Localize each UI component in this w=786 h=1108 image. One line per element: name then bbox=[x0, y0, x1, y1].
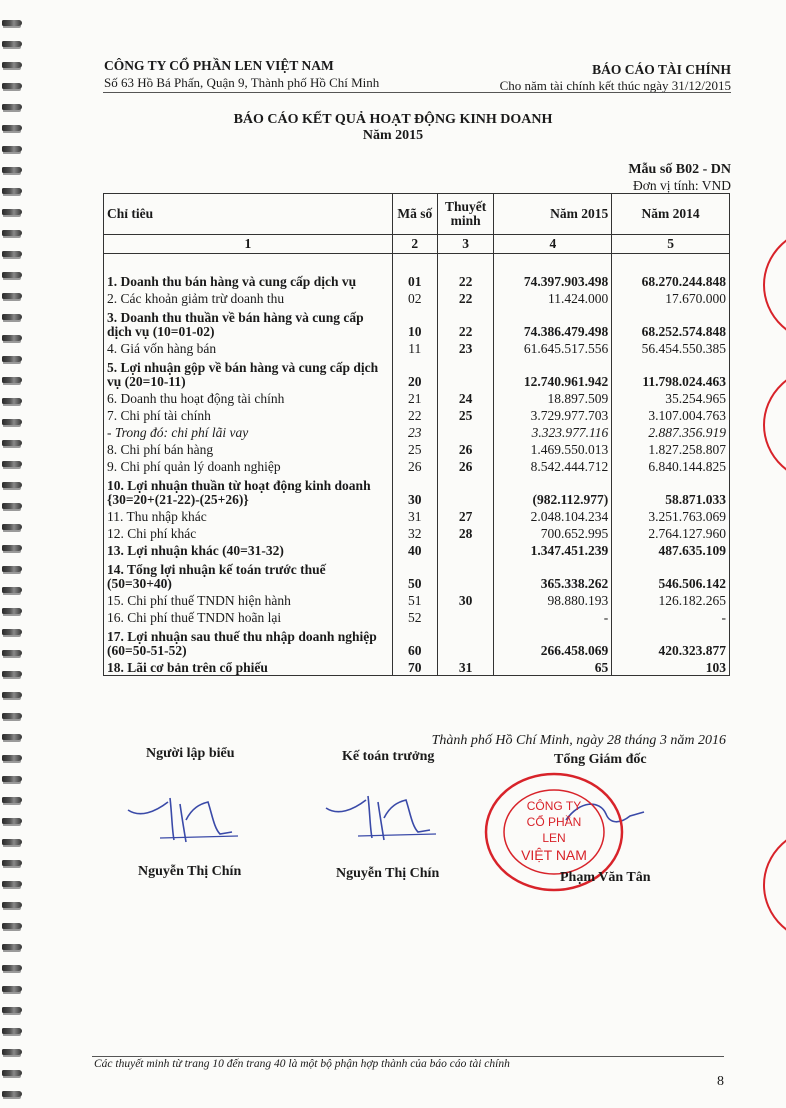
row-note bbox=[437, 541, 494, 558]
table-row bbox=[104, 541, 730, 558]
row-label: 4. Giá vốn hàng bán bbox=[104, 339, 393, 356]
row-code: 30 bbox=[392, 474, 437, 507]
binding-ring bbox=[2, 41, 22, 47]
row-code: 40 bbox=[392, 541, 437, 558]
director-title: Tổng Giám đốc bbox=[554, 752, 647, 767]
footer-note: Các thuyết minh từ trang 10 đến trang 40 là một bộ phận hợp thành của báo cáo tài chính bbox=[94, 1058, 510, 1070]
row-label: - Trong đó: chi phí lãi vay bbox=[104, 423, 393, 440]
row-value-2015: 1.469.550.013 bbox=[494, 440, 612, 457]
binding-ring bbox=[2, 1091, 22, 1097]
row-note: 22 bbox=[437, 272, 494, 289]
row-value-2014: 103 bbox=[612, 658, 730, 676]
table-row bbox=[104, 524, 730, 541]
row-value-2014: 126.182.265 bbox=[612, 591, 730, 608]
row-label: 10. Lợi nhuận thuần từ hoạt động kinh doanh {30=20+(21-22)-(25+26)} bbox=[104, 474, 393, 507]
row-code: 20 bbox=[392, 356, 437, 389]
header-year-2015: Năm 2015 bbox=[494, 194, 612, 235]
binding-ring bbox=[2, 986, 22, 992]
header-year-2014: Năm 2014 bbox=[612, 194, 730, 235]
binding-ring bbox=[2, 83, 22, 89]
row-label: 12. Chi phí khác bbox=[104, 524, 393, 541]
row-note: 30 bbox=[437, 591, 494, 608]
row-value-2014: - bbox=[612, 608, 730, 625]
binding-ring bbox=[2, 713, 22, 719]
binding-ring bbox=[2, 62, 22, 68]
table-body bbox=[104, 254, 730, 676]
row-note: 22 bbox=[437, 289, 494, 306]
binding-ring bbox=[2, 797, 22, 803]
binding-ring bbox=[2, 965, 22, 971]
row-value-2014: 546.506.142 bbox=[612, 558, 730, 591]
row-value-2014: 35.254.965 bbox=[612, 389, 730, 406]
row-code: 11 bbox=[392, 339, 437, 356]
row-label: 6. Doanh thu hoạt động tài chính bbox=[104, 389, 393, 406]
row-value-2014: 58.871.033 bbox=[612, 474, 730, 507]
row-note: 27 bbox=[437, 507, 494, 524]
place-and-date: Thành phố Hồ Chí Minh, ngày 28 tháng 3 năm 2016 bbox=[431, 733, 726, 748]
row-value-2014: 3.107.004.763 bbox=[612, 406, 730, 423]
binding-ring bbox=[2, 1028, 22, 1034]
row-value-2015: 266.458.069 bbox=[494, 625, 612, 658]
row-note: 25 bbox=[437, 406, 494, 423]
row-label: 8. Chi phí bán hàng bbox=[104, 440, 393, 457]
table-row bbox=[104, 272, 730, 289]
row-value-2015: 74.397.903.498 bbox=[494, 272, 612, 289]
row-note bbox=[437, 474, 494, 507]
header-divider bbox=[103, 92, 731, 93]
column-number: 4 bbox=[494, 235, 612, 254]
row-value-2014: 2.764.127.960 bbox=[612, 524, 730, 541]
row-label: 13. Lợi nhuận khác (40=31-32) bbox=[104, 541, 393, 558]
header-code: Mã số bbox=[392, 194, 437, 235]
row-label: 1. Doanh thu bán hàng và cung cấp dịch vụ bbox=[104, 272, 393, 289]
binding-ring bbox=[2, 20, 22, 26]
preparer-title: Người lập biểu bbox=[146, 746, 235, 761]
table-header-row bbox=[104, 194, 730, 235]
table-row bbox=[104, 440, 730, 457]
row-value-2015: 365.338.262 bbox=[494, 558, 612, 591]
row-code: 50 bbox=[392, 558, 437, 591]
director-name: Phạm Văn Tân bbox=[560, 870, 651, 885]
accountant-signature bbox=[318, 788, 448, 848]
row-value-2015: 8.542.444.712 bbox=[494, 457, 612, 474]
side-seal-fragment bbox=[756, 220, 786, 350]
table-row bbox=[104, 289, 730, 306]
table-column-number-row bbox=[104, 235, 730, 254]
table-row bbox=[104, 306, 730, 339]
row-value-2015: 2.048.104.234 bbox=[494, 507, 612, 524]
document-title: BÁO CÁO KẾT QUẢ HOẠT ĐỘNG KINH DOANH bbox=[233, 112, 553, 127]
row-value-2015: 3.323.977.116 bbox=[494, 423, 612, 440]
binding-ring bbox=[2, 377, 22, 383]
row-value-2015: 98.880.193 bbox=[494, 591, 612, 608]
row-value-2014: 2.887.356.919 bbox=[612, 423, 730, 440]
row-note bbox=[437, 625, 494, 658]
binding-ring bbox=[2, 503, 22, 509]
row-note: 26 bbox=[437, 440, 494, 457]
row-value-2015: 65 bbox=[494, 658, 612, 676]
column-number: 2 bbox=[392, 235, 437, 254]
table-row bbox=[104, 389, 730, 406]
row-value-2014: 487.635.109 bbox=[612, 541, 730, 558]
page-number: 8 bbox=[717, 1074, 724, 1089]
binding-ring bbox=[2, 209, 22, 215]
binding-ring bbox=[2, 629, 22, 635]
column-number: 3 bbox=[437, 235, 494, 254]
row-code: 23 bbox=[392, 423, 437, 440]
column-number: 1 bbox=[104, 235, 393, 254]
row-code: 51 bbox=[392, 591, 437, 608]
table-row bbox=[104, 658, 730, 676]
row-value-2014: 11.798.024.463 bbox=[612, 356, 730, 389]
binding-ring bbox=[2, 839, 22, 845]
seal-line-2: CỔ PHẦN bbox=[526, 815, 582, 829]
table-row bbox=[104, 339, 730, 356]
side-seal-fragment bbox=[756, 820, 786, 950]
row-code: 02 bbox=[392, 289, 437, 306]
row-label: 2. Các khoản giảm trừ doanh thu bbox=[104, 289, 393, 306]
table-row bbox=[104, 423, 730, 440]
row-label: 5. Lợi nhuận gộp về bán hàng và cung cấp dịch vụ (20=10-11) bbox=[104, 356, 393, 389]
preparer-name: Nguyễn Thị Chín bbox=[138, 864, 242, 879]
header-indicator: Chỉ tiêu bbox=[104, 194, 393, 235]
seal-line-3: LEN bbox=[542, 831, 566, 845]
accountant-name: Nguyễn Thị Chín bbox=[336, 866, 440, 881]
row-value-2015: 18.897.509 bbox=[494, 389, 612, 406]
company-name: CÔNG TY CỔ PHẦN LEN VIỆT NAM bbox=[104, 58, 334, 73]
row-value-2014: 17.670.000 bbox=[612, 289, 730, 306]
binding-ring bbox=[2, 1070, 22, 1076]
footer-divider bbox=[92, 1056, 724, 1057]
binding-ring bbox=[2, 566, 22, 572]
row-value-2014: 56.454.550.385 bbox=[612, 339, 730, 356]
binding-ring bbox=[2, 671, 22, 677]
binding-ring bbox=[2, 482, 22, 488]
row-value-2015: 700.652.995 bbox=[494, 524, 612, 541]
row-code: 60 bbox=[392, 625, 437, 658]
binding-ring bbox=[2, 167, 22, 173]
table-row bbox=[104, 474, 730, 507]
row-label: 14. Tổng lợi nhuận kế toán trước thuế (50=30+40) bbox=[104, 558, 393, 591]
chief-accountant-title: Kế toán trưởng bbox=[342, 749, 435, 764]
row-value-2015: 11.424.000 bbox=[494, 289, 612, 306]
row-code: 70 bbox=[392, 658, 437, 676]
row-value-2015: 74.386.479.498 bbox=[494, 306, 612, 339]
binding-ring bbox=[2, 146, 22, 152]
row-label: 7. Chi phí tài chính bbox=[104, 406, 393, 423]
binding-ring bbox=[2, 1049, 22, 1055]
binding-ring bbox=[2, 314, 22, 320]
binding-ring bbox=[2, 461, 22, 467]
row-value-2014: 68.270.244.848 bbox=[612, 272, 730, 289]
row-label: 17. Lợi nhuận sau thuế thu nhập doanh nghiệp (60=50-51-52) bbox=[104, 625, 393, 658]
table-row bbox=[104, 625, 730, 658]
row-code: 22 bbox=[392, 406, 437, 423]
side-seal-fragment bbox=[756, 360, 786, 490]
row-value-2014: 420.323.877 bbox=[612, 625, 730, 658]
binding-ring bbox=[2, 230, 22, 236]
document-year: Năm 2015 bbox=[362, 128, 424, 143]
binding-ring bbox=[2, 1007, 22, 1013]
row-value-2014: 1.827.258.807 bbox=[612, 440, 730, 457]
row-value-2015: - bbox=[494, 608, 612, 625]
row-code: 32 bbox=[392, 524, 437, 541]
binding-ring bbox=[2, 524, 22, 530]
row-value-2014: 68.252.574.848 bbox=[612, 306, 730, 339]
binding-ring bbox=[2, 587, 22, 593]
row-code: 31 bbox=[392, 507, 437, 524]
row-value-2015: 61.645.517.556 bbox=[494, 339, 612, 356]
binding-ring bbox=[2, 734, 22, 740]
binding-ring bbox=[2, 923, 22, 929]
binding-ring bbox=[2, 776, 22, 782]
row-note bbox=[437, 608, 494, 625]
spiral-binding bbox=[0, 0, 26, 1108]
binding-ring bbox=[2, 398, 22, 404]
row-note: 22 bbox=[437, 306, 494, 339]
row-label: 18. Lãi cơ bản trên cổ phiếu bbox=[104, 658, 393, 676]
row-code: 21 bbox=[392, 389, 437, 406]
binding-ring bbox=[2, 608, 22, 614]
preparer-signature bbox=[120, 790, 250, 850]
seal-line-1: CÔNG TY bbox=[526, 799, 582, 813]
binding-ring bbox=[2, 818, 22, 824]
row-note bbox=[437, 423, 494, 440]
row-label: 9. Chi phí quản lý doanh nghiệp bbox=[104, 457, 393, 474]
binding-ring bbox=[2, 440, 22, 446]
row-label: 3. Doanh thu thuần về bán hàng và cung cấp dịch vụ (10=01-02) bbox=[104, 306, 393, 339]
column-number: 5 bbox=[612, 235, 730, 254]
binding-ring bbox=[2, 272, 22, 278]
row-code: 25 bbox=[392, 440, 437, 457]
binding-ring bbox=[2, 902, 22, 908]
income-statement-table bbox=[103, 193, 730, 676]
row-code: 52 bbox=[392, 608, 437, 625]
binding-ring bbox=[2, 104, 22, 110]
binding-ring bbox=[2, 335, 22, 341]
row-code: 01 bbox=[392, 272, 437, 289]
row-note: 23 bbox=[437, 339, 494, 356]
binding-ring bbox=[2, 650, 22, 656]
row-note: 31 bbox=[437, 658, 494, 676]
company-address: Số 63 Hồ Bá Phấn, Quận 9, Thành phố Hồ Chí Minh bbox=[104, 75, 380, 90]
binding-ring bbox=[2, 293, 22, 299]
table-row bbox=[104, 591, 730, 608]
row-label: 11. Thu nhập khác bbox=[104, 507, 393, 524]
row-value-2014: 3.251.763.069 bbox=[612, 507, 730, 524]
row-note bbox=[437, 558, 494, 591]
binding-ring bbox=[2, 881, 22, 887]
form-number: Mẫu số B02 - DN bbox=[628, 162, 731, 177]
row-note: 26 bbox=[437, 457, 494, 474]
row-value-2015: (982.112.977) bbox=[494, 474, 612, 507]
binding-ring bbox=[2, 419, 22, 425]
binding-ring bbox=[2, 860, 22, 866]
row-value-2015: 3.729.977.703 bbox=[494, 406, 612, 423]
row-code: 10 bbox=[392, 306, 437, 339]
row-value-2014: 6.840.144.825 bbox=[612, 457, 730, 474]
row-note bbox=[437, 356, 494, 389]
row-note: 24 bbox=[437, 389, 494, 406]
binding-ring bbox=[2, 188, 22, 194]
header-note: Thuyết minh bbox=[437, 194, 494, 235]
table-row bbox=[104, 356, 730, 389]
row-label: 15. Chi phí thuế TNDN hiện hành bbox=[104, 591, 393, 608]
report-period: Cho năm tài chính kết thúc ngày 31/12/2015 bbox=[499, 78, 731, 93]
table-row bbox=[104, 608, 730, 625]
table-row bbox=[104, 457, 730, 474]
table-row bbox=[104, 558, 730, 591]
row-value-2015: 1.347.451.239 bbox=[494, 541, 612, 558]
binding-ring bbox=[2, 545, 22, 551]
binding-ring bbox=[2, 356, 22, 362]
binding-ring bbox=[2, 251, 22, 257]
table-spacer-row bbox=[104, 254, 730, 273]
row-label: 16. Chi phí thuế TNDN hoãn lại bbox=[104, 608, 393, 625]
binding-ring bbox=[2, 944, 22, 950]
binding-ring bbox=[2, 755, 22, 761]
table-row bbox=[104, 507, 730, 524]
binding-ring bbox=[2, 692, 22, 698]
table-row bbox=[104, 406, 730, 423]
currency-unit: Đơn vị tính: VND bbox=[632, 178, 731, 193]
row-note: 28 bbox=[437, 524, 494, 541]
report-type: BÁO CÁO TÀI CHÍNH bbox=[592, 62, 731, 77]
row-code: 26 bbox=[392, 457, 437, 474]
row-value-2015: 12.740.961.942 bbox=[494, 356, 612, 389]
seal-line-4: VIỆT NAM bbox=[521, 847, 587, 863]
